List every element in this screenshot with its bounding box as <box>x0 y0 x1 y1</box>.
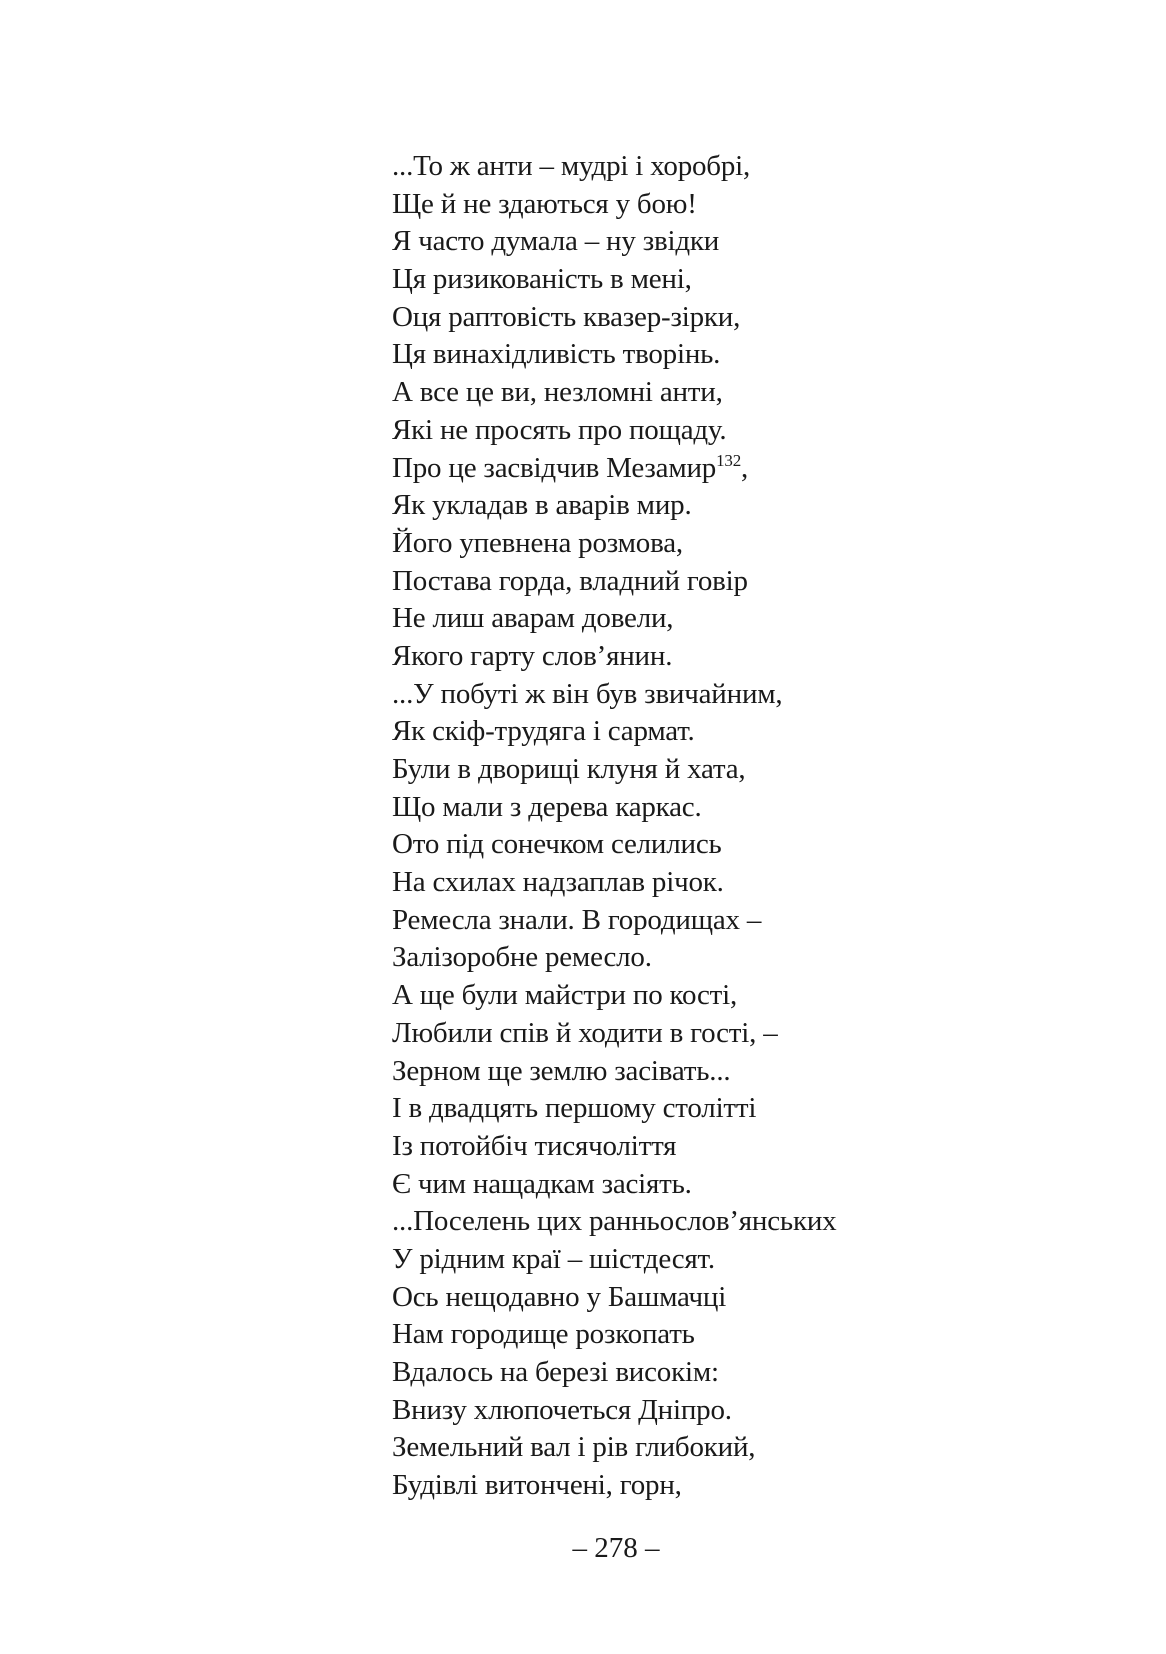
poem-line: Не лиш аварам довели, <box>392 602 674 635</box>
poem <box>392 148 1092 1505</box>
poem-line: Я часто думала – ну звідки <box>392 225 720 258</box>
poem-line: Ця ризикованість в мені, <box>392 263 692 296</box>
poem-line: Будівлі витончені, горн, <box>392 1469 682 1502</box>
poem-line: Як скіф-трудяга і сармат. <box>392 715 695 748</box>
page-number: – 278 – <box>572 1532 660 1564</box>
poem-line: Що мали з дерева каркас. <box>392 790 702 823</box>
poem-line: У рідним краї – шістдесят. <box>392 1242 715 1275</box>
poem-line: Як укладав в аварів мир. <box>392 489 692 522</box>
poem-line: Вдалось на березі високім: <box>392 1356 719 1388</box>
poem-line: ...У побуті ж він був звичайним, <box>392 677 783 710</box>
poem-line: І в двадцять першому столітті <box>392 1092 757 1125</box>
poem-line: Ось нещодавно у Башмачці <box>392 1280 727 1313</box>
poem-line: Внизу хлюпочеться Дніпро. <box>392 1393 732 1426</box>
poem-line: Постава горда, владний говір <box>392 564 748 597</box>
poem-line: Земельний вал і рів глибокий, <box>392 1431 756 1464</box>
poem-line: На схилах надзаплав річок. <box>392 866 724 899</box>
poem-line: Ото під сонечком селились <box>392 828 722 861</box>
poem-line: Були в дворищі клуня й хата, <box>392 753 746 785</box>
poem-line-with-footnote <box>392 450 1092 488</box>
poem-line: Із потойбіч тисячоліття <box>392 1129 677 1162</box>
poem-line-punctuation: , <box>741 451 749 484</box>
poem-line: Ця винахідливість творінь. <box>392 338 721 371</box>
poem-line-text: Про це засвідчив Мезамир <box>392 451 717 484</box>
poem-line: ...Поселень цих ранньослов’янських <box>392 1205 837 1238</box>
poem-line: Його упевнена розмова, <box>392 526 683 559</box>
footnote-reference[interactable]: 132 <box>716 450 742 470</box>
poem-line: Залізоробне ремесло. <box>392 941 652 974</box>
poem-line: Ремесла знали. В городищах – <box>392 903 762 936</box>
poem-line: Якого гарту слов’янин. <box>392 639 673 672</box>
poem-line: Зерном ще землю засівать... <box>392 1054 731 1087</box>
poem-line: Ще й не здаються у бою! <box>392 187 697 220</box>
poem-line: Є чим нащадкам засіять. <box>392 1167 692 1200</box>
poem-line: Оця раптовість квазер-зірки, <box>392 300 741 333</box>
poem-line: Нам городище розкопать <box>392 1318 695 1351</box>
poem-line: А ще були майстри по кості, <box>392 979 738 1012</box>
poem-line: Любили спів й ходити в гості, – <box>392 1016 778 1049</box>
poem-line: Які не просять про пощаду. <box>392 413 727 446</box>
poem-line: А все це ви, незломні анти, <box>392 376 723 409</box>
poem-line: ...То ж анти – мудрі і хоробрі, <box>392 150 751 182</box>
